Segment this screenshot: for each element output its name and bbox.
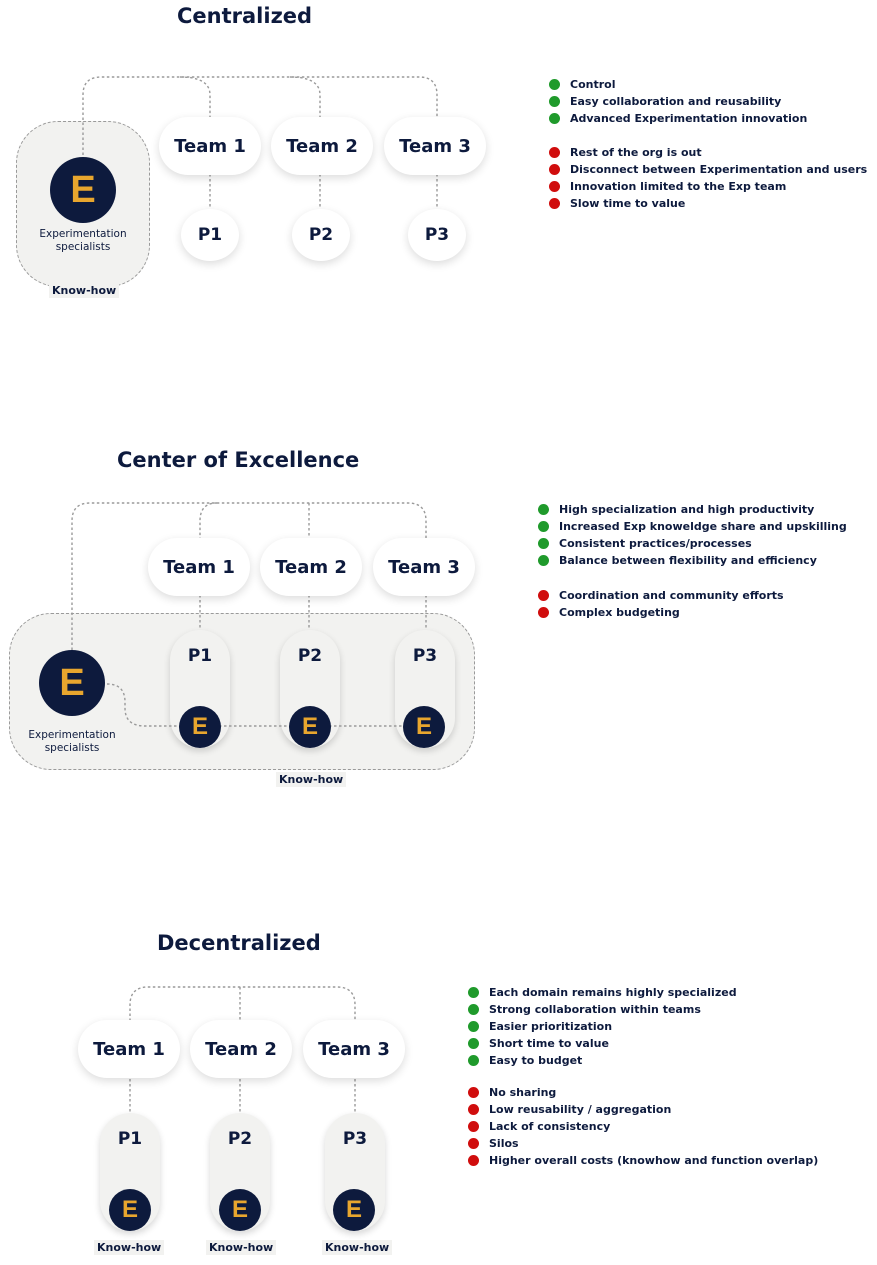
centralized-knowhow-label: Know-how <box>49 283 119 298</box>
coe-pros-cons-list <box>538 501 847 621</box>
con-item: Complex budgeting <box>538 604 847 621</box>
centralized-product-p3: P3 <box>408 209 466 261</box>
decentralized-team-1: Team 1 <box>78 1020 180 1078</box>
red-dot-icon <box>549 198 560 209</box>
con-item: Silos <box>468 1135 818 1152</box>
pro-item: Short time to value <box>468 1035 818 1052</box>
coe-title: Center of Excellence <box>117 448 360 472</box>
centralized-expert-icon: E <box>50 157 116 223</box>
decentralized-expert-icon-2: E <box>219 1189 261 1231</box>
centralized-pros-cons-list <box>549 76 867 212</box>
con-item: No sharing <box>468 1084 818 1101</box>
coe-embedded-expert-icon-1: E <box>179 706 221 748</box>
centralized-product-p2: P2 <box>292 209 350 261</box>
list-spacer <box>549 127 867 144</box>
centralized-team-2: Team 2 <box>271 117 373 175</box>
coe-embedded-expert-icon-2: E <box>289 706 331 748</box>
specialists-label-line2: specialists <box>55 241 111 253</box>
decentralized-product-p1: P1 <box>117 1129 143 1149</box>
decentralized-team-3: Team 3 <box>303 1020 405 1078</box>
coe-embedded-expert-icon-3: E <box>403 706 445 748</box>
pro-item: Increased Exp knoweldge share and upskilling <box>538 518 847 535</box>
decentralized-section <box>0 925 877 1265</box>
green-dot-icon <box>468 1055 479 1066</box>
decentralized-knowhow-label-2: Know-how <box>206 1240 276 1255</box>
pro-item: Easy collaboration and reusability <box>549 93 867 110</box>
list-spacer <box>538 569 847 587</box>
con-item: Disconnect between Experimentation and users <box>549 161 867 178</box>
red-dot-icon <box>468 1121 479 1132</box>
coe-expert-icon: E <box>39 650 105 716</box>
green-dot-icon <box>468 1004 479 1015</box>
red-dot-icon <box>549 147 560 158</box>
green-dot-icon <box>538 538 549 549</box>
centralized-team-3: Team 3 <box>384 117 486 175</box>
decentralized-product-p2: P2 <box>227 1129 253 1149</box>
red-dot-icon <box>468 1155 479 1166</box>
coe-section <box>0 440 877 800</box>
centralized-team-1: Team 1 <box>159 117 261 175</box>
centralized-section <box>0 0 877 320</box>
con-item: Slow time to value <box>549 195 867 212</box>
pro-item: Easy to budget <box>468 1052 818 1069</box>
coe-product-p1: P1 <box>187 646 213 666</box>
decentralized-knowhow-label-1: Know-how <box>94 1240 164 1255</box>
specialists-label-line1: Experimentation <box>39 228 127 240</box>
red-dot-icon <box>468 1087 479 1098</box>
con-item: Lack of consistency <box>468 1118 818 1135</box>
decentralized-title: Decentralized <box>157 931 321 955</box>
list-spacer <box>468 1069 818 1084</box>
green-dot-icon <box>468 1038 479 1049</box>
red-dot-icon <box>468 1138 479 1149</box>
green-dot-icon <box>468 1021 479 1032</box>
coe-team-1: Team 1 <box>148 538 250 596</box>
decentralized-team-2: Team 2 <box>190 1020 292 1078</box>
pro-item: Advanced Experimentation innovation <box>549 110 867 127</box>
decentralized-expert-icon-1: E <box>109 1189 151 1231</box>
decentralized-product-p3: P3 <box>342 1129 368 1149</box>
red-dot-icon <box>549 164 560 175</box>
coe-knowhow-label: Know-how <box>276 772 346 787</box>
centralized-title: Centralized <box>177 4 313 28</box>
con-item: Innovation limited to the Exp team <box>549 178 867 195</box>
coe-product-p2: P2 <box>297 646 323 666</box>
green-dot-icon <box>468 987 479 998</box>
red-dot-icon <box>538 607 549 618</box>
decentralized-knowhow-label-3: Know-how <box>322 1240 392 1255</box>
con-item: Low reusability / aggregation <box>468 1101 818 1118</box>
con-item: Coordination and community efforts <box>538 587 847 604</box>
coe-specialists-label <box>17 729 127 755</box>
pro-item: High specialization and high productivity <box>538 501 847 518</box>
coe-team-2: Team 2 <box>260 538 362 596</box>
pro-item: Control <box>549 76 867 93</box>
decentralized-expert-icon-3: E <box>333 1189 375 1231</box>
green-dot-icon <box>549 79 560 90</box>
coe-product-p3: P3 <box>412 646 438 666</box>
pro-item: Consistent practices/processes <box>538 535 847 552</box>
specialists-label-line2: specialists <box>44 742 100 754</box>
pro-item: Balance between flexibility and efficiency <box>538 552 847 569</box>
coe-team-3: Team 3 <box>373 538 475 596</box>
green-dot-icon <box>538 521 549 532</box>
green-dot-icon <box>538 504 549 515</box>
specialists-label-line1: Experimentation <box>28 729 116 741</box>
pro-item: Strong collaboration within teams <box>468 1001 818 1018</box>
green-dot-icon <box>538 555 549 566</box>
pro-item: Each domain remains highly specialized <box>468 984 818 1001</box>
red-dot-icon <box>538 590 549 601</box>
centralized-product-p1: P1 <box>181 209 239 261</box>
red-dot-icon <box>549 181 560 192</box>
con-item: Higher overall costs (knowhow and function overlap) <box>468 1152 818 1169</box>
con-item: Rest of the org is out <box>549 144 867 161</box>
green-dot-icon <box>549 96 560 107</box>
red-dot-icon <box>468 1104 479 1115</box>
centralized-specialists-label <box>28 228 138 254</box>
decentralized-pros-cons-list <box>468 984 818 1169</box>
pro-item: Easier prioritization <box>468 1018 818 1035</box>
green-dot-icon <box>549 113 560 124</box>
